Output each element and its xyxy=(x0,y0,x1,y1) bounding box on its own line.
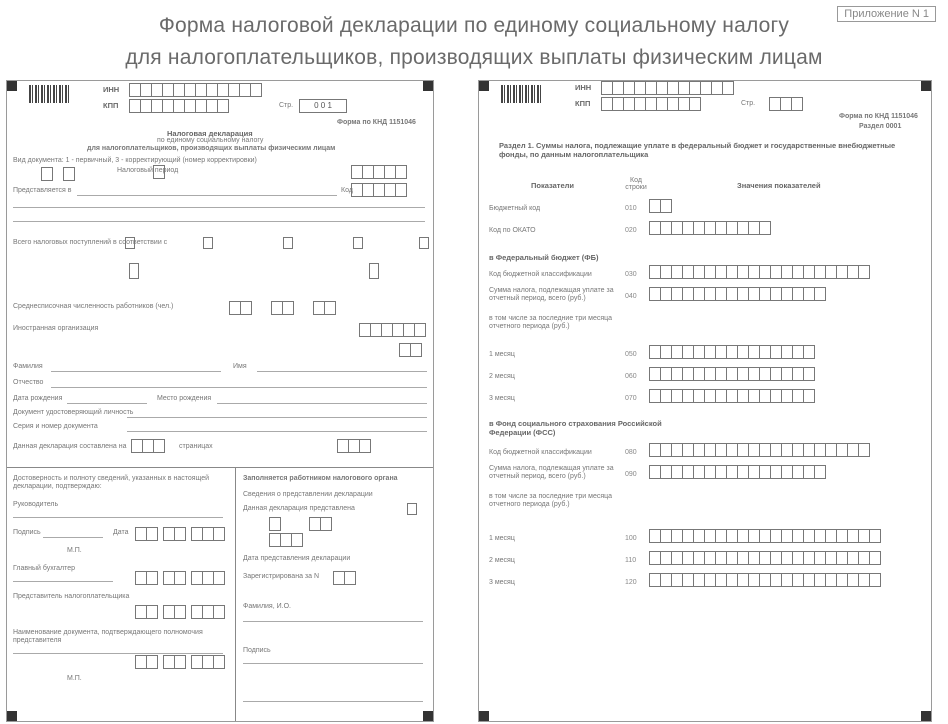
accountant-date-year[interactable] xyxy=(191,571,224,585)
fss-month-3-cells[interactable] xyxy=(649,573,880,587)
line-code-020: 020 xyxy=(625,227,637,234)
option-checkbox[interactable] xyxy=(369,263,379,279)
period-cells[interactable] xyxy=(153,165,164,179)
period-label: Налоговый период xyxy=(117,167,179,174)
pages-count-cells[interactable] xyxy=(131,439,164,453)
okato-cells[interactable] xyxy=(649,221,770,235)
option-checkbox[interactable] xyxy=(419,237,429,249)
barcode-icon xyxy=(501,85,541,103)
line-code-050: 050 xyxy=(625,351,637,358)
fss-month-1-label: 1 месяц xyxy=(489,535,515,542)
foreign-code-cells[interactable] xyxy=(399,343,421,357)
fb-sum-cells[interactable] xyxy=(649,287,825,301)
inn-label: ИНН xyxy=(103,85,120,94)
fb-month-3-cells[interactable] xyxy=(649,389,814,403)
left-form-page xyxy=(6,80,434,722)
representative-date-year[interactable] xyxy=(191,605,224,619)
form-code: Форма по КНД 1151046 xyxy=(839,113,918,120)
title-line-1: Форма налоговой декларации по единому социальному налогу xyxy=(158,14,790,37)
registration-mark-icon xyxy=(423,81,433,91)
submission-method-label: Данная декларация представлена xyxy=(243,505,355,512)
representative-label: Представитель налогоплательщика xyxy=(13,593,130,600)
pages-suffix-label: страницах xyxy=(179,443,213,450)
method-cells[interactable] xyxy=(309,517,331,531)
correction-cells[interactable] xyxy=(63,167,74,181)
doc-type-label: Вид документа: 1 - первичный, 3 - корректирующий (номер корректировки) xyxy=(13,157,257,164)
line-code-100: 100 xyxy=(625,535,637,542)
right-form-page xyxy=(478,80,932,722)
avg-staff-cells[interactable] xyxy=(229,301,251,315)
name-line[interactable] xyxy=(257,371,427,372)
patronymic-label: Отчество xyxy=(13,379,44,386)
declaration-heading: Налоговая декларация xyxy=(167,129,253,138)
id-doc-line[interactable] xyxy=(127,417,427,418)
authority-doc-label: Наименование документа, подтверждающего полномочия представителя xyxy=(13,629,203,644)
taxorgan-code-cells[interactable] xyxy=(351,183,406,197)
stamp-label: М.П. xyxy=(67,547,82,554)
foreign-org-label: Иностранная организация xyxy=(13,325,99,332)
line-code-010: 010 xyxy=(625,205,637,212)
kpp-cells[interactable] xyxy=(129,99,228,113)
birth-date-line[interactable] xyxy=(67,403,147,404)
registration-mark-icon xyxy=(479,711,489,721)
line-code-090: 090 xyxy=(625,471,637,478)
inspector-bottom-line[interactable] xyxy=(243,701,423,702)
surname-label: Фамилия xyxy=(13,363,43,370)
accountant-date-month[interactable] xyxy=(163,571,185,585)
authority-doc-line[interactable] xyxy=(13,653,223,654)
kpp-cells[interactable] xyxy=(601,97,700,111)
line-code-110: 110 xyxy=(625,557,637,564)
section-1-title: Раздел 1. Суммы налога, подлежащие уплате в федеральный бюджет и государственные внебюджетные фонды, по данным налогоплательщика xyxy=(499,141,896,159)
registration-mark-icon xyxy=(479,81,489,91)
okato-label: Код по ОКАТО xyxy=(489,227,536,234)
section-divider xyxy=(7,467,433,468)
head-name-line[interactable] xyxy=(13,517,223,518)
registration-mark-icon xyxy=(7,711,17,721)
fss-month-3-label: 3 месяц xyxy=(489,579,515,586)
taxorgan-label: Представляется в xyxy=(13,187,72,194)
page-label: Стр. xyxy=(741,100,756,107)
representative-date-day[interactable] xyxy=(135,605,157,619)
column-values: Значения показателей xyxy=(737,181,821,190)
kpp-label: КПП xyxy=(103,101,119,110)
signature-block-title: Достоверность и полноту сведений, указанных в настоящей декларации, подтверждаю: xyxy=(13,475,210,490)
declaration-subheading: по единому социальному налогу xyxy=(157,137,264,144)
fb-month-1-label: 1 месяц xyxy=(489,351,515,358)
stamp-label-2: М.П. xyxy=(67,675,82,682)
inspector-sign-label: Подпись xyxy=(243,647,271,654)
line-code-070: 070 xyxy=(625,395,637,402)
column-divider xyxy=(235,467,236,721)
head-sign-label: Подпись xyxy=(13,529,41,536)
head-label: Руководитель xyxy=(13,501,59,508)
section-total-label: Всего налоговых поступлений в соответствии с xyxy=(13,239,168,246)
fb-month-1-cells[interactable] xyxy=(649,345,814,359)
doc-type-cells[interactable] xyxy=(41,167,52,181)
avg-staff-cells[interactable] xyxy=(271,301,293,315)
fb-incl-label: в том числе за последние три месяца отчетного периода (руб.) xyxy=(489,315,613,330)
fb-month-2-label: 2 месяц xyxy=(489,373,515,380)
year-cells[interactable] xyxy=(351,165,406,179)
option-checkbox[interactable] xyxy=(203,237,213,249)
accountant-date-day[interactable] xyxy=(135,571,157,585)
head-date-label: Дата xyxy=(113,529,129,536)
avg-staff-cells[interactable] xyxy=(313,301,335,315)
fss-kbk-cells[interactable] xyxy=(649,443,869,457)
head-date-month[interactable] xyxy=(163,527,185,541)
attachments-cells[interactable] xyxy=(337,439,370,453)
line-code-080: 080 xyxy=(625,449,637,456)
inn-cells[interactable] xyxy=(601,81,733,95)
option-checkbox[interactable] xyxy=(283,237,293,249)
budget-code-label: Бюджетный код xyxy=(489,205,541,212)
registration-mark-icon xyxy=(921,711,931,721)
foreign-org-cells[interactable] xyxy=(359,323,425,337)
inspector-label: Фамилия, И.О. xyxy=(243,603,291,610)
fss-month-1-cells[interactable] xyxy=(649,529,880,543)
id-series-label: Серия и номер документа xyxy=(13,423,98,430)
method-cells[interactable] xyxy=(269,533,302,547)
fss-sum-cells[interactable] xyxy=(649,465,825,479)
authority-date-year[interactable] xyxy=(191,655,224,669)
option-checkbox[interactable] xyxy=(353,237,363,249)
authority-date-day[interactable] xyxy=(135,655,157,669)
fss-incl-label: в том числе за последние три месяца отчетного периода (руб.) xyxy=(489,493,613,508)
surname-line[interactable] xyxy=(51,371,221,372)
fss-title: в Фонд социального страхования Российской Федерации (ФСС) xyxy=(489,419,662,437)
page-label: Стр. xyxy=(279,102,294,109)
name-label: Имя xyxy=(233,363,247,370)
taxorgan-code-label: Код xyxy=(341,187,353,194)
inspector-sign-line[interactable] xyxy=(243,663,423,664)
received-date-label: Дата представления декларации xyxy=(243,555,351,562)
fss-kbk-label: Код бюджетной классификации xyxy=(489,449,592,456)
page-number: 0 0 1 xyxy=(299,99,347,113)
method-checkbox[interactable] xyxy=(407,503,417,515)
representative-date-month[interactable] xyxy=(163,605,185,619)
birthplace-label: Место рождения xyxy=(157,395,212,402)
barcode-icon xyxy=(29,85,69,103)
fss-sum-label: Сумма налога, подлежащая уплате за отчетный период, всего (руб.) xyxy=(489,465,614,480)
birth-date-label: Дата рождения xyxy=(13,395,63,402)
fb-kbk-label: Код бюджетной классификации xyxy=(489,271,592,278)
form-code: Форма по КНД 1151046 xyxy=(337,119,416,126)
org-name-line[interactable] xyxy=(13,207,425,208)
inspector-line[interactable] xyxy=(243,621,423,622)
inn-label: ИНН xyxy=(575,83,592,92)
page-cells[interactable] xyxy=(769,97,802,111)
head-sign-line[interactable] xyxy=(43,537,103,538)
budget-code-cells[interactable] xyxy=(649,199,671,213)
fb-month-2-cells[interactable] xyxy=(649,367,814,381)
fss-month-2-label: 2 месяц xyxy=(489,557,515,564)
tax-officer-block-title: Заполняется работником налогового органа xyxy=(243,475,398,482)
accountant-name-line[interactable] xyxy=(13,581,113,582)
submission-info-label: Сведения о представлении декларации xyxy=(243,491,373,498)
accountant-label: Главный бухгалтер xyxy=(13,565,75,572)
birthplace-line[interactable] xyxy=(217,403,427,404)
pages-count-label: Данная декларация составлена на xyxy=(13,443,127,450)
registered-label: Зарегистрирована за N xyxy=(243,573,320,580)
line-code-030: 030 xyxy=(625,271,637,278)
column-indicators: Показатели xyxy=(531,181,575,190)
option-checkbox[interactable] xyxy=(125,237,135,249)
registration-mark-icon xyxy=(7,81,17,91)
fss-month-2-cells[interactable] xyxy=(649,551,880,565)
method-cells[interactable] xyxy=(269,517,280,531)
fb-kbk-cells[interactable] xyxy=(649,265,869,279)
head-date-day[interactable] xyxy=(135,527,157,541)
line-code-060: 060 xyxy=(625,373,637,380)
option-checkbox[interactable] xyxy=(129,263,139,279)
authority-date-month[interactable] xyxy=(163,655,185,669)
kpp-label: КПП xyxy=(575,99,591,108)
federal-budget-title: в Федеральный бюджет (ФБ) xyxy=(489,253,599,262)
taxorgan-line[interactable] xyxy=(77,195,337,196)
patronymic-line[interactable] xyxy=(51,387,427,388)
column-line-code: Код строки xyxy=(625,177,647,191)
registration-mark-icon xyxy=(423,711,433,721)
head-date-year[interactable] xyxy=(191,527,224,541)
edition-label: Раздел 0001 xyxy=(859,123,902,130)
org-name-line[interactable] xyxy=(13,221,425,222)
title-line-2: для налогоплательщиков, производящих выплаты физическим лицам xyxy=(125,46,823,69)
id-series-line[interactable] xyxy=(127,431,427,432)
registration-mark-icon xyxy=(921,81,931,91)
avg-staff-label: Среднесписочная численность работников (чел.) xyxy=(13,303,174,310)
id-doc-label: Документ удостоверяющий личность xyxy=(13,409,134,416)
declaration-audience: для налогоплательщиков, производящих выплаты физическим лицам xyxy=(87,145,336,152)
fb-month-3-label: 3 месяц xyxy=(489,395,515,402)
line-code-040: 040 xyxy=(625,293,637,300)
registered-cells[interactable] xyxy=(333,571,355,585)
appendix-badge: Приложение N 1 xyxy=(837,6,936,22)
inn-cells[interactable] xyxy=(129,83,261,97)
fb-sum-label: Сумма налога, подлежащая уплате за отчетный период, всего (руб.) xyxy=(489,287,614,302)
line-code-120: 120 xyxy=(625,579,637,586)
